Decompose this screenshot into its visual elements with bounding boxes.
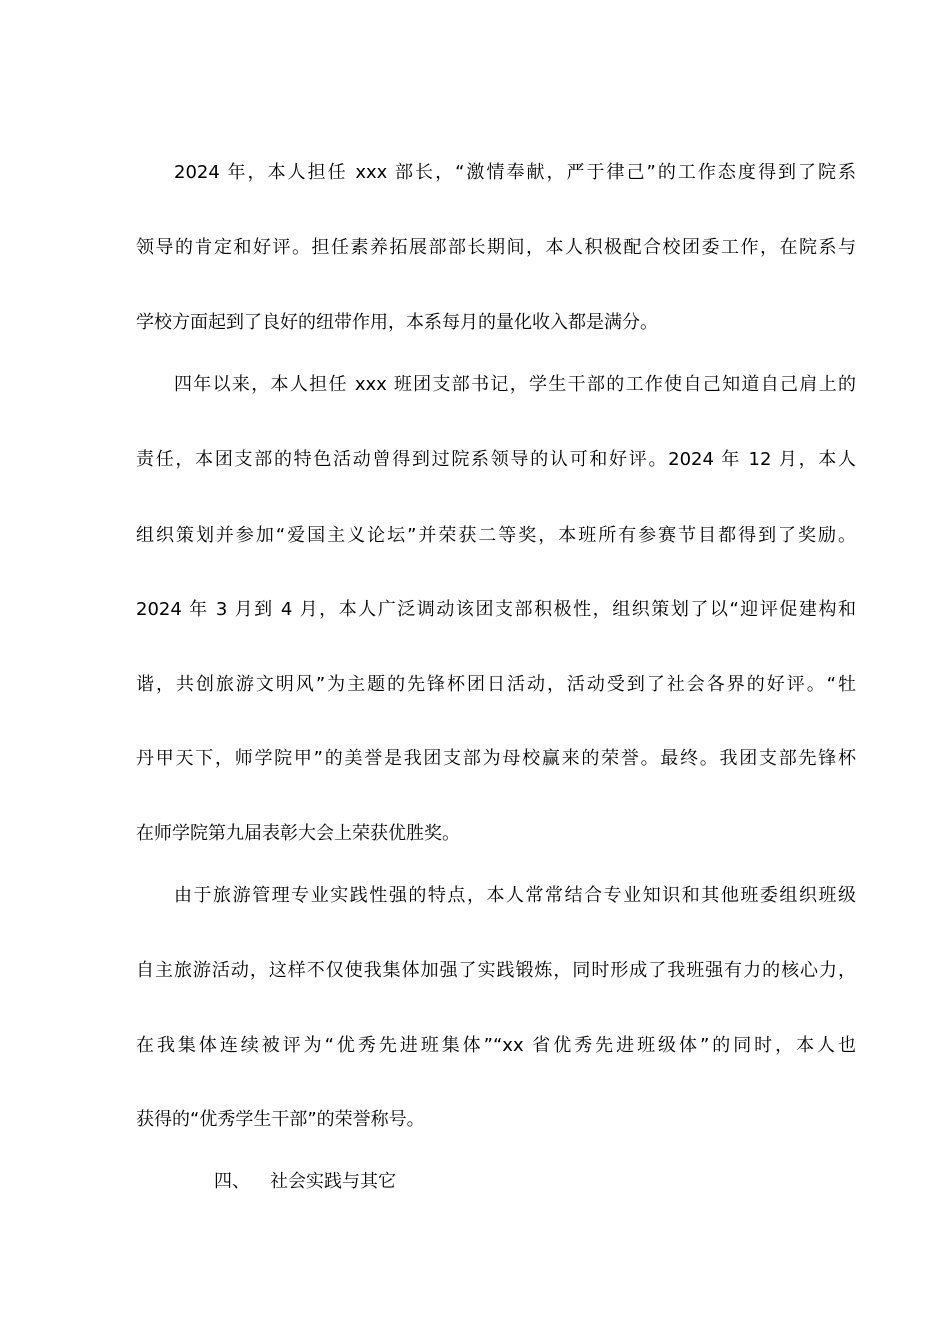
paragraph-3-line-3: 在我集体连续被评为“优秀先进班集体”“xx 省优秀先进班级体”的同时，本人也 xyxy=(136,1035,856,1056)
paragraph-3-line-2: 自主旅游活动，这样不仅使我集体加强了实践锻炼，同时形成了我班强有力的核心力， xyxy=(136,960,856,981)
paragraph-2-line-7: 在师学院第九届表彰大会上荣获优胜奖。 xyxy=(136,823,460,844)
paragraph-2-line-2: 责任，本团支部的特色活动曾得到过院系领导的认可和好评。2024 年 12 月，本人 xyxy=(136,449,856,470)
paragraph-2-line-4: 2024 年 3 月到 4 月，本人广泛调动该团支部积极性，组织策划了以“迎评促建构和 xyxy=(136,599,856,620)
paragraph-1-line-1: 2024 年，本人担任 xxx 部长，“激情奉献，严于律己”的工作态度得到了院系 xyxy=(174,162,856,183)
paragraph-2-line-1: 四年以来，本人担任 xxx 班团支部书记，学生干部的工作使自己知道自己肩上的 xyxy=(174,374,856,395)
paragraph-3-line-1: 由于旅游管理专业实践性强的特点，本人常常结合专业知识和其他班委组织班级 xyxy=(174,885,856,906)
paragraph-2-line-5: 谐，共创旅游文明风”为主题的先锋杯团日活动，活动受到了社会各界的好评。“牡 xyxy=(136,674,856,695)
paragraph-1-line-3: 学校方面起到了良好的纽带作用，本系每月的量化收入都是满分。 xyxy=(136,312,658,333)
paragraph-1-line-2: 领导的肯定和好评。担任素养拓展部部长期间，本人积极配合校团委工作，在院系与 xyxy=(136,237,856,258)
paragraph-2-line-3: 组织策划并参加“爱国主义论坛”并荣获二等奖，本班所有参赛节目都得到了奖励。 xyxy=(136,525,856,546)
section-heading-number: 四、 xyxy=(214,1171,250,1192)
paragraph-2-line-6: 丹甲天下，师学院甲”的美誉是我团支部为母校赢来的荣誉。最终。我团支部先锋杯 xyxy=(136,748,856,769)
paragraph-3-line-4: 获得的“优秀学生干部”的荣誉称号。 xyxy=(136,1109,425,1130)
section-heading-title: 社会实践与其它 xyxy=(270,1171,396,1192)
